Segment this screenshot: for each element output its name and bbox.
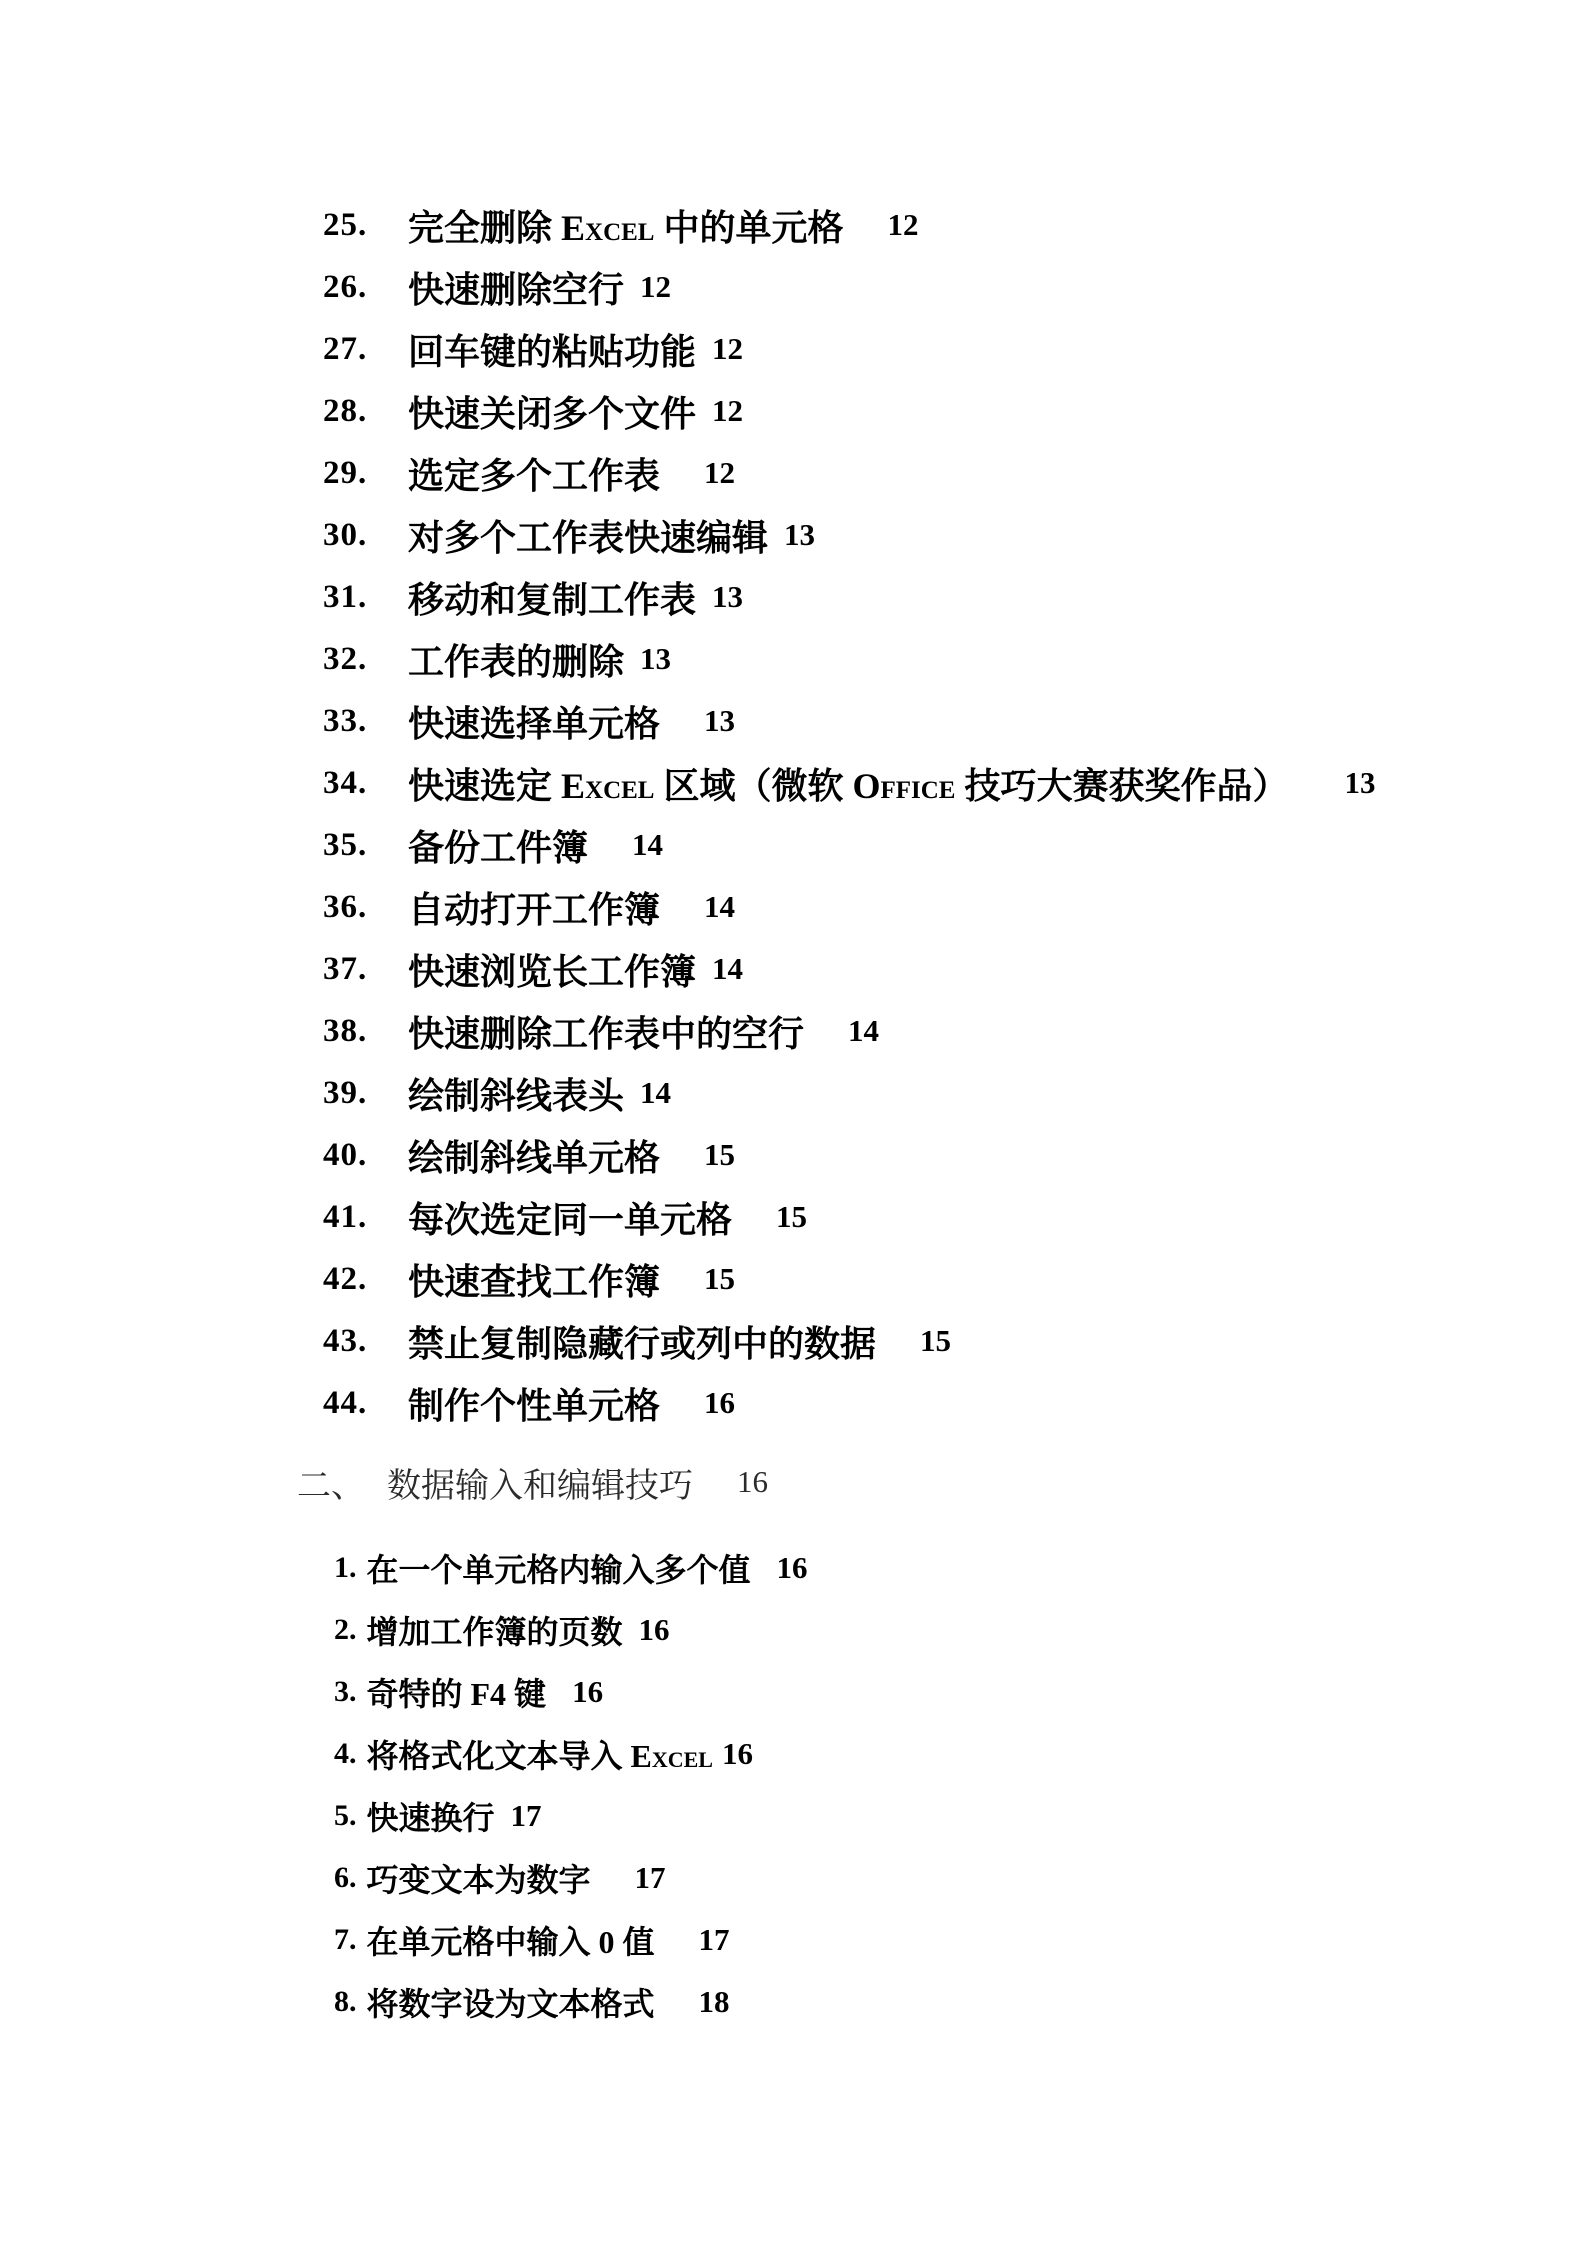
toc-tab-gap bbox=[624, 287, 640, 288]
toc-item-page: 17 bbox=[510, 1798, 542, 1833]
toc-item-number: 8. bbox=[334, 1985, 357, 2018]
toc-tab-gap bbox=[660, 1279, 704, 1280]
toc-item-title: 回车键的粘贴功能 bbox=[408, 331, 697, 372]
toc-item-number: 39. bbox=[323, 1074, 368, 1111]
toc-item-number: 6. bbox=[334, 1861, 357, 1894]
toc-tab-gap bbox=[768, 535, 784, 536]
toc-tab-gap bbox=[624, 1093, 640, 1094]
toc-section-heading[interactable] bbox=[0, 1434, 1587, 1530]
toc-tab-gap bbox=[495, 1816, 511, 1817]
toc-item-page: 12 bbox=[640, 269, 672, 304]
toc-item-title: 绘制斜线表头 bbox=[408, 1075, 625, 1116]
toc-item-number: 7. bbox=[334, 1923, 357, 1956]
toc-list-main bbox=[0, 194, 1587, 1434]
toc-item[interactable] bbox=[0, 1785, 1587, 1847]
toc-item-title: 在单元格中输入 0 值 bbox=[366, 1924, 655, 1960]
toc-item-title: 工作表的删除 bbox=[408, 641, 625, 682]
toc-item-page: 13 bbox=[1344, 765, 1376, 800]
toc-item-page: 15 bbox=[776, 1199, 808, 1234]
toc-item-page: 14 bbox=[632, 827, 664, 862]
toc-tab-gap bbox=[623, 1630, 639, 1631]
toc-tab-gap bbox=[591, 1878, 635, 1879]
toc-item-page: 13 bbox=[784, 517, 816, 552]
toc-tab-gap bbox=[696, 969, 712, 970]
toc-item[interactable] bbox=[0, 256, 1587, 318]
toc-item-title: 选定多个工作表 bbox=[408, 455, 661, 496]
toc-item-page: 15 bbox=[704, 1137, 736, 1172]
toc-item-page: 16 bbox=[572, 1674, 604, 1709]
toc-item-page: 14 bbox=[712, 951, 744, 986]
toc-item-page: 18 bbox=[698, 1984, 730, 2019]
toc-item-number: 40. bbox=[323, 1136, 368, 1173]
toc-item-title: 移动和复制工作表 bbox=[408, 579, 697, 620]
toc-item[interactable] bbox=[0, 504, 1587, 566]
toc-tab-gap bbox=[660, 907, 704, 908]
toc-item-number: 2. bbox=[334, 1613, 357, 1646]
toc-item-page: 16 bbox=[721, 1736, 753, 1771]
toc-item-number: 30. bbox=[323, 516, 368, 553]
toc-item-title: 增加工作簿的页数 bbox=[366, 1614, 623, 1650]
toc-item[interactable] bbox=[0, 566, 1587, 628]
toc-tab-gap bbox=[696, 411, 712, 412]
toc-tab-gap bbox=[660, 1155, 704, 1156]
toc-item[interactable] bbox=[0, 1599, 1587, 1661]
toc-item-page: 13 bbox=[712, 579, 744, 614]
toc-tab-gap bbox=[843, 225, 887, 226]
toc-item-page: 12 bbox=[712, 393, 744, 428]
toc-item-title: 快速选择单元格 bbox=[408, 703, 661, 744]
toc-section-number: 二、 bbox=[297, 1467, 365, 1505]
toc-item-page: 13 bbox=[640, 641, 672, 676]
toc-item-number: 1. bbox=[334, 1551, 357, 1584]
toc-item-title: 快速删除工作表中的空行 bbox=[408, 1013, 805, 1054]
toc-item-title: 对多个工作表快速编辑 bbox=[408, 517, 769, 558]
toc-item-number: 38. bbox=[323, 1012, 368, 1049]
toc-item[interactable] bbox=[0, 1000, 1587, 1062]
toc-tab-gap bbox=[624, 659, 640, 660]
toc-item-number: 26. bbox=[323, 268, 368, 305]
toc-tab-gap bbox=[693, 1482, 737, 1483]
toc-item-page: 14 bbox=[704, 889, 736, 924]
toc-item[interactable] bbox=[0, 752, 1587, 814]
toc-item[interactable] bbox=[0, 1372, 1587, 1434]
toc-item[interactable] bbox=[0, 938, 1587, 1000]
toc-item-title: 绘制斜线单元格 bbox=[408, 1137, 661, 1178]
toc-item-title: 备份工件簿 bbox=[408, 827, 589, 868]
toc-item-page: 16 bbox=[776, 1550, 808, 1585]
toc-item-number: 36. bbox=[323, 888, 368, 925]
toc-item-title: 每次选定同一单元格 bbox=[408, 1199, 733, 1240]
toc-item-title: 自动打开工作簿 bbox=[408, 889, 661, 930]
toc-item[interactable] bbox=[0, 814, 1587, 876]
toc-tab-gap bbox=[751, 1568, 777, 1569]
toc-item-number: 42. bbox=[323, 1260, 368, 1297]
toc-item-title: 快速查找工作簿 bbox=[408, 1261, 661, 1302]
toc-item[interactable] bbox=[0, 1186, 1587, 1248]
toc-tab-gap bbox=[696, 349, 712, 350]
toc-item-title: 巧变文本为数字 bbox=[366, 1862, 591, 1898]
toc-item-number: 5. bbox=[334, 1799, 357, 1832]
toc-item-number: 35. bbox=[323, 826, 368, 863]
toc-item-page: 17 bbox=[634, 1860, 666, 1895]
toc-item[interactable] bbox=[0, 442, 1587, 504]
toc-item-page: 16 bbox=[638, 1612, 670, 1647]
toc-tab-gap bbox=[588, 845, 632, 846]
toc-item[interactable] bbox=[0, 1723, 1587, 1785]
toc-item-title: 快速关闭多个文件 bbox=[408, 393, 697, 434]
toc-item-title: 将数字设为文本格式 bbox=[366, 1986, 655, 2022]
toc-list-sub bbox=[0, 1537, 1587, 2033]
toc-item-page: 12 bbox=[712, 331, 744, 366]
toc-item-number: 29. bbox=[323, 454, 368, 491]
toc-item-number: 28. bbox=[323, 392, 368, 429]
toc-item[interactable] bbox=[0, 1310, 1587, 1372]
toc-item-title: 在一个单元格内输入多个值 bbox=[366, 1552, 751, 1588]
toc-item-page: 17 bbox=[698, 1922, 730, 1957]
toc-item-title: 快速浏览长工作簿 bbox=[408, 951, 697, 992]
toc-item-page: 14 bbox=[848, 1013, 880, 1048]
toc-tab-gap bbox=[655, 1940, 699, 1941]
toc-item[interactable] bbox=[0, 1537, 1587, 1599]
toc-tab-gap bbox=[655, 2002, 699, 2003]
toc-item-number: 31. bbox=[323, 578, 368, 615]
toc-item[interactable] bbox=[0, 876, 1587, 938]
toc-item-title: 制作个性单元格 bbox=[408, 1385, 661, 1426]
toc-tab-gap bbox=[713, 1754, 722, 1755]
toc-item[interactable] bbox=[0, 1847, 1587, 1909]
toc-item-title: 完全删除 Excel 中的单元格 bbox=[408, 207, 844, 248]
toc-item-page: 14 bbox=[640, 1075, 672, 1110]
toc-item-title: 奇特的 F4 键 bbox=[366, 1676, 547, 1712]
toc-item[interactable] bbox=[0, 318, 1587, 380]
toc-item-number: 25. bbox=[323, 206, 368, 243]
toc-item-title: 将格式化文本导入 Excel bbox=[366, 1738, 713, 1774]
toc-item-number: 4. bbox=[334, 1737, 357, 1770]
toc-item-page: 13 bbox=[704, 703, 736, 738]
toc-tab-gap bbox=[660, 473, 704, 474]
toc-item-number: 33. bbox=[323, 702, 368, 739]
toc-tab-gap bbox=[876, 1341, 920, 1342]
toc-tab-gap bbox=[804, 1031, 848, 1032]
toc-item-number: 41. bbox=[323, 1198, 368, 1235]
toc-item-number: 43. bbox=[323, 1322, 368, 1359]
toc-item-number: 32. bbox=[323, 640, 368, 677]
toc-item-page: 12 bbox=[887, 207, 919, 242]
toc-item-title: 快速选定 Excel 区域（微软 Office 技巧大赛获奖作品） bbox=[408, 765, 1289, 806]
toc-item[interactable] bbox=[0, 1124, 1587, 1186]
toc-item-number: 34. bbox=[323, 764, 368, 801]
toc-section-page: 16 bbox=[737, 1464, 768, 1499]
toc-item-page: 15 bbox=[704, 1261, 736, 1296]
toc-item[interactable] bbox=[0, 1248, 1587, 1310]
toc-item[interactable] bbox=[0, 628, 1587, 690]
toc-item[interactable] bbox=[0, 380, 1587, 442]
toc-item-number: 37. bbox=[323, 950, 368, 987]
toc-tab-gap bbox=[732, 1217, 776, 1218]
toc-tab-gap bbox=[1288, 783, 1344, 784]
toc-item[interactable] bbox=[0, 1909, 1587, 1971]
toc-item-title: 禁止复制隐藏行或列中的数据 bbox=[408, 1323, 877, 1364]
toc-item[interactable] bbox=[0, 1661, 1587, 1723]
toc-tab-gap bbox=[660, 721, 704, 722]
toc-item-number: 3. bbox=[334, 1675, 357, 1708]
toc-section-title: 数据输入和编辑技巧 bbox=[387, 1467, 693, 1505]
toc-tab-gap bbox=[546, 1692, 572, 1693]
toc-tab-gap bbox=[696, 597, 712, 598]
toc-item-number: 44. bbox=[323, 1384, 368, 1421]
toc-item[interactable] bbox=[0, 194, 1587, 256]
toc-item-page: 12 bbox=[704, 455, 736, 490]
toc-item-title: 快速换行 bbox=[366, 1800, 495, 1836]
toc-item-number: 27. bbox=[323, 330, 368, 367]
toc-item[interactable] bbox=[0, 1062, 1587, 1124]
toc-item[interactable] bbox=[0, 1971, 1587, 2033]
toc-item[interactable] bbox=[0, 690, 1587, 752]
toc-item-page: 16 bbox=[704, 1385, 736, 1420]
toc-tab-gap bbox=[660, 1403, 704, 1404]
toc-item-title: 快速删除空行 bbox=[408, 269, 625, 310]
toc-item-page: 15 bbox=[920, 1323, 952, 1358]
